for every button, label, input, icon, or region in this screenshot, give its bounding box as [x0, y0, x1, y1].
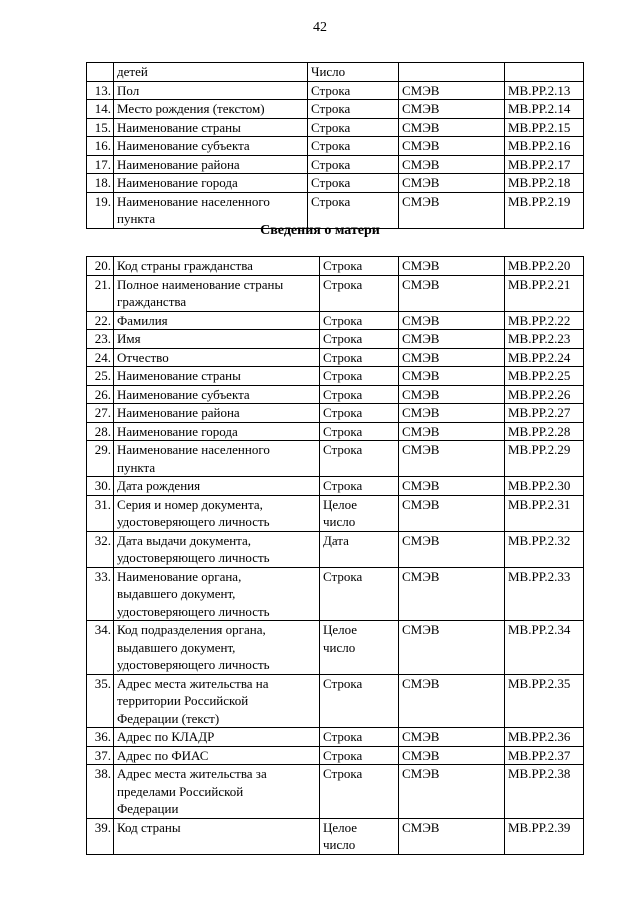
table-row	[87, 422, 584, 441]
row-number: 32.	[87, 531, 114, 567]
table-row	[87, 674, 584, 728]
table-row	[87, 118, 584, 137]
field-code: МВ.РР.2.39	[505, 818, 584, 854]
table-row	[87, 174, 584, 193]
field-code: МВ.РР.2.30	[505, 477, 584, 496]
table-row	[87, 275, 584, 311]
data-source: СМЭВ	[399, 367, 505, 386]
field-code: МВ.РР.2.26	[505, 385, 584, 404]
field-name: Наименование органа, выдавшего документ, удостоверяющего личность	[114, 567, 320, 621]
table-row	[87, 765, 584, 819]
field-name: Серия и номер документа, удостоверяющего личность	[114, 495, 320, 531]
field-code: МВ.РР.2.38	[505, 765, 584, 819]
row-number: 30.	[87, 477, 114, 496]
table-row	[87, 495, 584, 531]
fields-table-child	[86, 62, 584, 229]
field-code: МВ.РР.2.35	[505, 674, 584, 728]
field-code: МВ.РР.2.13	[505, 81, 584, 100]
section-title: Сведения о матери	[260, 223, 380, 238]
table-row	[87, 311, 584, 330]
row-number: 20.	[87, 257, 114, 276]
row-number: 35.	[87, 674, 114, 728]
table-row	[87, 137, 584, 156]
row-number: 19.	[87, 192, 114, 228]
field-name: Фамилия	[114, 311, 320, 330]
field-name: Адрес по КЛАДР	[114, 728, 320, 747]
row-number: 36.	[87, 728, 114, 747]
field-code: МВ.РР.2.23	[505, 330, 584, 349]
row-number: 38.	[87, 765, 114, 819]
field-type: Строка	[308, 118, 399, 137]
table-row	[87, 367, 584, 386]
field-code: МВ.РР.2.16	[505, 137, 584, 156]
field-type: Строка	[308, 137, 399, 156]
field-code: МВ.РР.2.15	[505, 118, 584, 137]
field-type: Строка	[320, 746, 399, 765]
field-name: Наименование страны	[114, 118, 308, 137]
field-code: МВ.РР.2.22	[505, 311, 584, 330]
data-source: СМЭВ	[399, 118, 505, 137]
data-source: СМЭВ	[399, 192, 505, 228]
field-type: Строка	[320, 441, 399, 477]
table-row	[87, 746, 584, 765]
field-type: Целое число	[320, 621, 399, 675]
data-source: СМЭВ	[399, 765, 505, 819]
field-code: МВ.РР.2.17	[505, 155, 584, 174]
table-row	[87, 348, 584, 367]
row-number: 16.	[87, 137, 114, 156]
field-name: Наименование района	[114, 155, 308, 174]
row-number: 37.	[87, 746, 114, 765]
field-code: МВ.РР.2.25	[505, 367, 584, 386]
field-name: Имя	[114, 330, 320, 349]
field-code: МВ.РР.2.24	[505, 348, 584, 367]
field-type: Строка	[320, 422, 399, 441]
field-code: МВ.РР.2.28	[505, 422, 584, 441]
field-code: МВ.РР.2.27	[505, 404, 584, 423]
field-code	[505, 63, 584, 82]
data-source: СМЭВ	[399, 174, 505, 193]
field-name: Наименование субъекта	[114, 385, 320, 404]
row-number: 18.	[87, 174, 114, 193]
field-code: МВ.РР.2.18	[505, 174, 584, 193]
data-source: СМЭВ	[399, 441, 505, 477]
table-row	[87, 155, 584, 174]
row-number: 21.	[87, 275, 114, 311]
data-source: СМЭВ	[399, 330, 505, 349]
field-name: Пол	[114, 81, 308, 100]
field-name: Наименование населенного пункта	[114, 441, 320, 477]
field-code: МВ.РР.2.21	[505, 275, 584, 311]
table-row	[87, 257, 584, 276]
row-number: 24.	[87, 348, 114, 367]
data-source: СМЭВ	[399, 100, 505, 119]
data-source: СМЭВ	[399, 257, 505, 276]
field-type: Строка	[308, 192, 399, 228]
field-name: Наименование города	[114, 174, 308, 193]
field-type: Строка	[320, 257, 399, 276]
data-source: СМЭВ	[399, 818, 505, 854]
field-name: Полное наименование страны гражданства	[114, 275, 320, 311]
data-source: СМЭВ	[399, 531, 505, 567]
field-code: МВ.РР.2.14	[505, 100, 584, 119]
data-source: СМЭВ	[399, 275, 505, 311]
data-source: СМЭВ	[399, 477, 505, 496]
data-source: СМЭВ	[399, 567, 505, 621]
field-type: Число	[308, 63, 399, 82]
field-type: Дата	[320, 531, 399, 567]
row-number: 33.	[87, 567, 114, 621]
field-name: Место рождения (текстом)	[114, 100, 308, 119]
row-number: 13.	[87, 81, 114, 100]
row-number: 17.	[87, 155, 114, 174]
field-code: МВ.РР.2.32	[505, 531, 584, 567]
field-name: Наименование города	[114, 422, 320, 441]
field-type: Строка	[320, 728, 399, 747]
table-row	[87, 477, 584, 496]
data-source: СМЭВ	[399, 311, 505, 330]
data-source: СМЭВ	[399, 155, 505, 174]
field-name: Наименование субъекта	[114, 137, 308, 156]
field-type: Строка	[320, 674, 399, 728]
field-type: Строка	[308, 100, 399, 119]
table-row	[87, 728, 584, 747]
field-name: Дата выдачи документа, удостоверяющего личность	[114, 531, 320, 567]
field-type: Строка	[308, 174, 399, 193]
table-row	[87, 100, 584, 119]
row-number: 29.	[87, 441, 114, 477]
data-source: СМЭВ	[399, 746, 505, 765]
field-code: МВ.РР.2.31	[505, 495, 584, 531]
row-number: 14.	[87, 100, 114, 119]
page-number: 42	[313, 20, 327, 35]
data-source	[399, 63, 505, 82]
field-type: Строка	[320, 367, 399, 386]
table-row	[87, 63, 584, 82]
data-source: СМЭВ	[399, 385, 505, 404]
row-number: 25.	[87, 367, 114, 386]
field-name: Адрес места жительства на территории Российской Федерации (текст)	[114, 674, 320, 728]
field-code: МВ.РР.2.29	[505, 441, 584, 477]
data-source: СМЭВ	[399, 728, 505, 747]
field-type: Строка	[320, 275, 399, 311]
field-type: Строка	[320, 311, 399, 330]
row-number: 23.	[87, 330, 114, 349]
field-name: Код страны	[114, 818, 320, 854]
table-row	[87, 404, 584, 423]
row-number	[87, 63, 114, 82]
field-name: Наименование района	[114, 404, 320, 423]
field-name: детей	[114, 63, 308, 82]
field-name: Дата рождения	[114, 477, 320, 496]
table-row	[87, 330, 584, 349]
field-code: МВ.РР.2.19	[505, 192, 584, 228]
row-number: 15.	[87, 118, 114, 137]
row-number: 22.	[87, 311, 114, 330]
table-row	[87, 81, 584, 100]
table-row	[87, 441, 584, 477]
field-code: МВ.РР.2.20	[505, 257, 584, 276]
field-type: Строка	[320, 567, 399, 621]
field-type: Строка	[320, 330, 399, 349]
row-number: 39.	[87, 818, 114, 854]
field-type: Строка	[320, 765, 399, 819]
field-name: Отчество	[114, 348, 320, 367]
row-number: 27.	[87, 404, 114, 423]
field-type: Строка	[320, 348, 399, 367]
field-code: МВ.РР.2.34	[505, 621, 584, 675]
field-name: Адрес по ФИАС	[114, 746, 320, 765]
field-type: Строка	[308, 155, 399, 174]
row-number: 31.	[87, 495, 114, 531]
table-row	[87, 567, 584, 621]
data-source: СМЭВ	[399, 422, 505, 441]
data-source: СМЭВ	[399, 404, 505, 423]
fields-table-mother	[86, 256, 584, 855]
table-row	[87, 531, 584, 567]
data-source: СМЭВ	[399, 674, 505, 728]
data-source: СМЭВ	[399, 137, 505, 156]
field-type: Строка	[320, 385, 399, 404]
row-number: 26.	[87, 385, 114, 404]
field-name: Наименование страны	[114, 367, 320, 386]
field-name: Наименование населенного пункта	[114, 192, 308, 228]
field-type: Строка	[320, 477, 399, 496]
field-name: Код страны гражданства	[114, 257, 320, 276]
data-source: СМЭВ	[399, 81, 505, 100]
table-row	[87, 818, 584, 854]
field-code: МВ.РР.2.37	[505, 746, 584, 765]
data-source: СМЭВ	[399, 621, 505, 675]
field-name: Код подразделения органа, выдавшего документ, удостоверяющего личность	[114, 621, 320, 675]
field-code: МВ.РР.2.33	[505, 567, 584, 621]
table-row	[87, 621, 584, 675]
row-number: 28.	[87, 422, 114, 441]
field-code: МВ.РР.2.36	[505, 728, 584, 747]
data-source: СМЭВ	[399, 495, 505, 531]
field-type: Целое число	[320, 818, 399, 854]
row-number: 34.	[87, 621, 114, 675]
field-type: Строка	[320, 404, 399, 423]
field-name: Адрес места жительства за пределами Российской Федерации	[114, 765, 320, 819]
field-type: Целое число	[320, 495, 399, 531]
field-type: Строка	[308, 81, 399, 100]
data-source: СМЭВ	[399, 348, 505, 367]
table-row	[87, 385, 584, 404]
